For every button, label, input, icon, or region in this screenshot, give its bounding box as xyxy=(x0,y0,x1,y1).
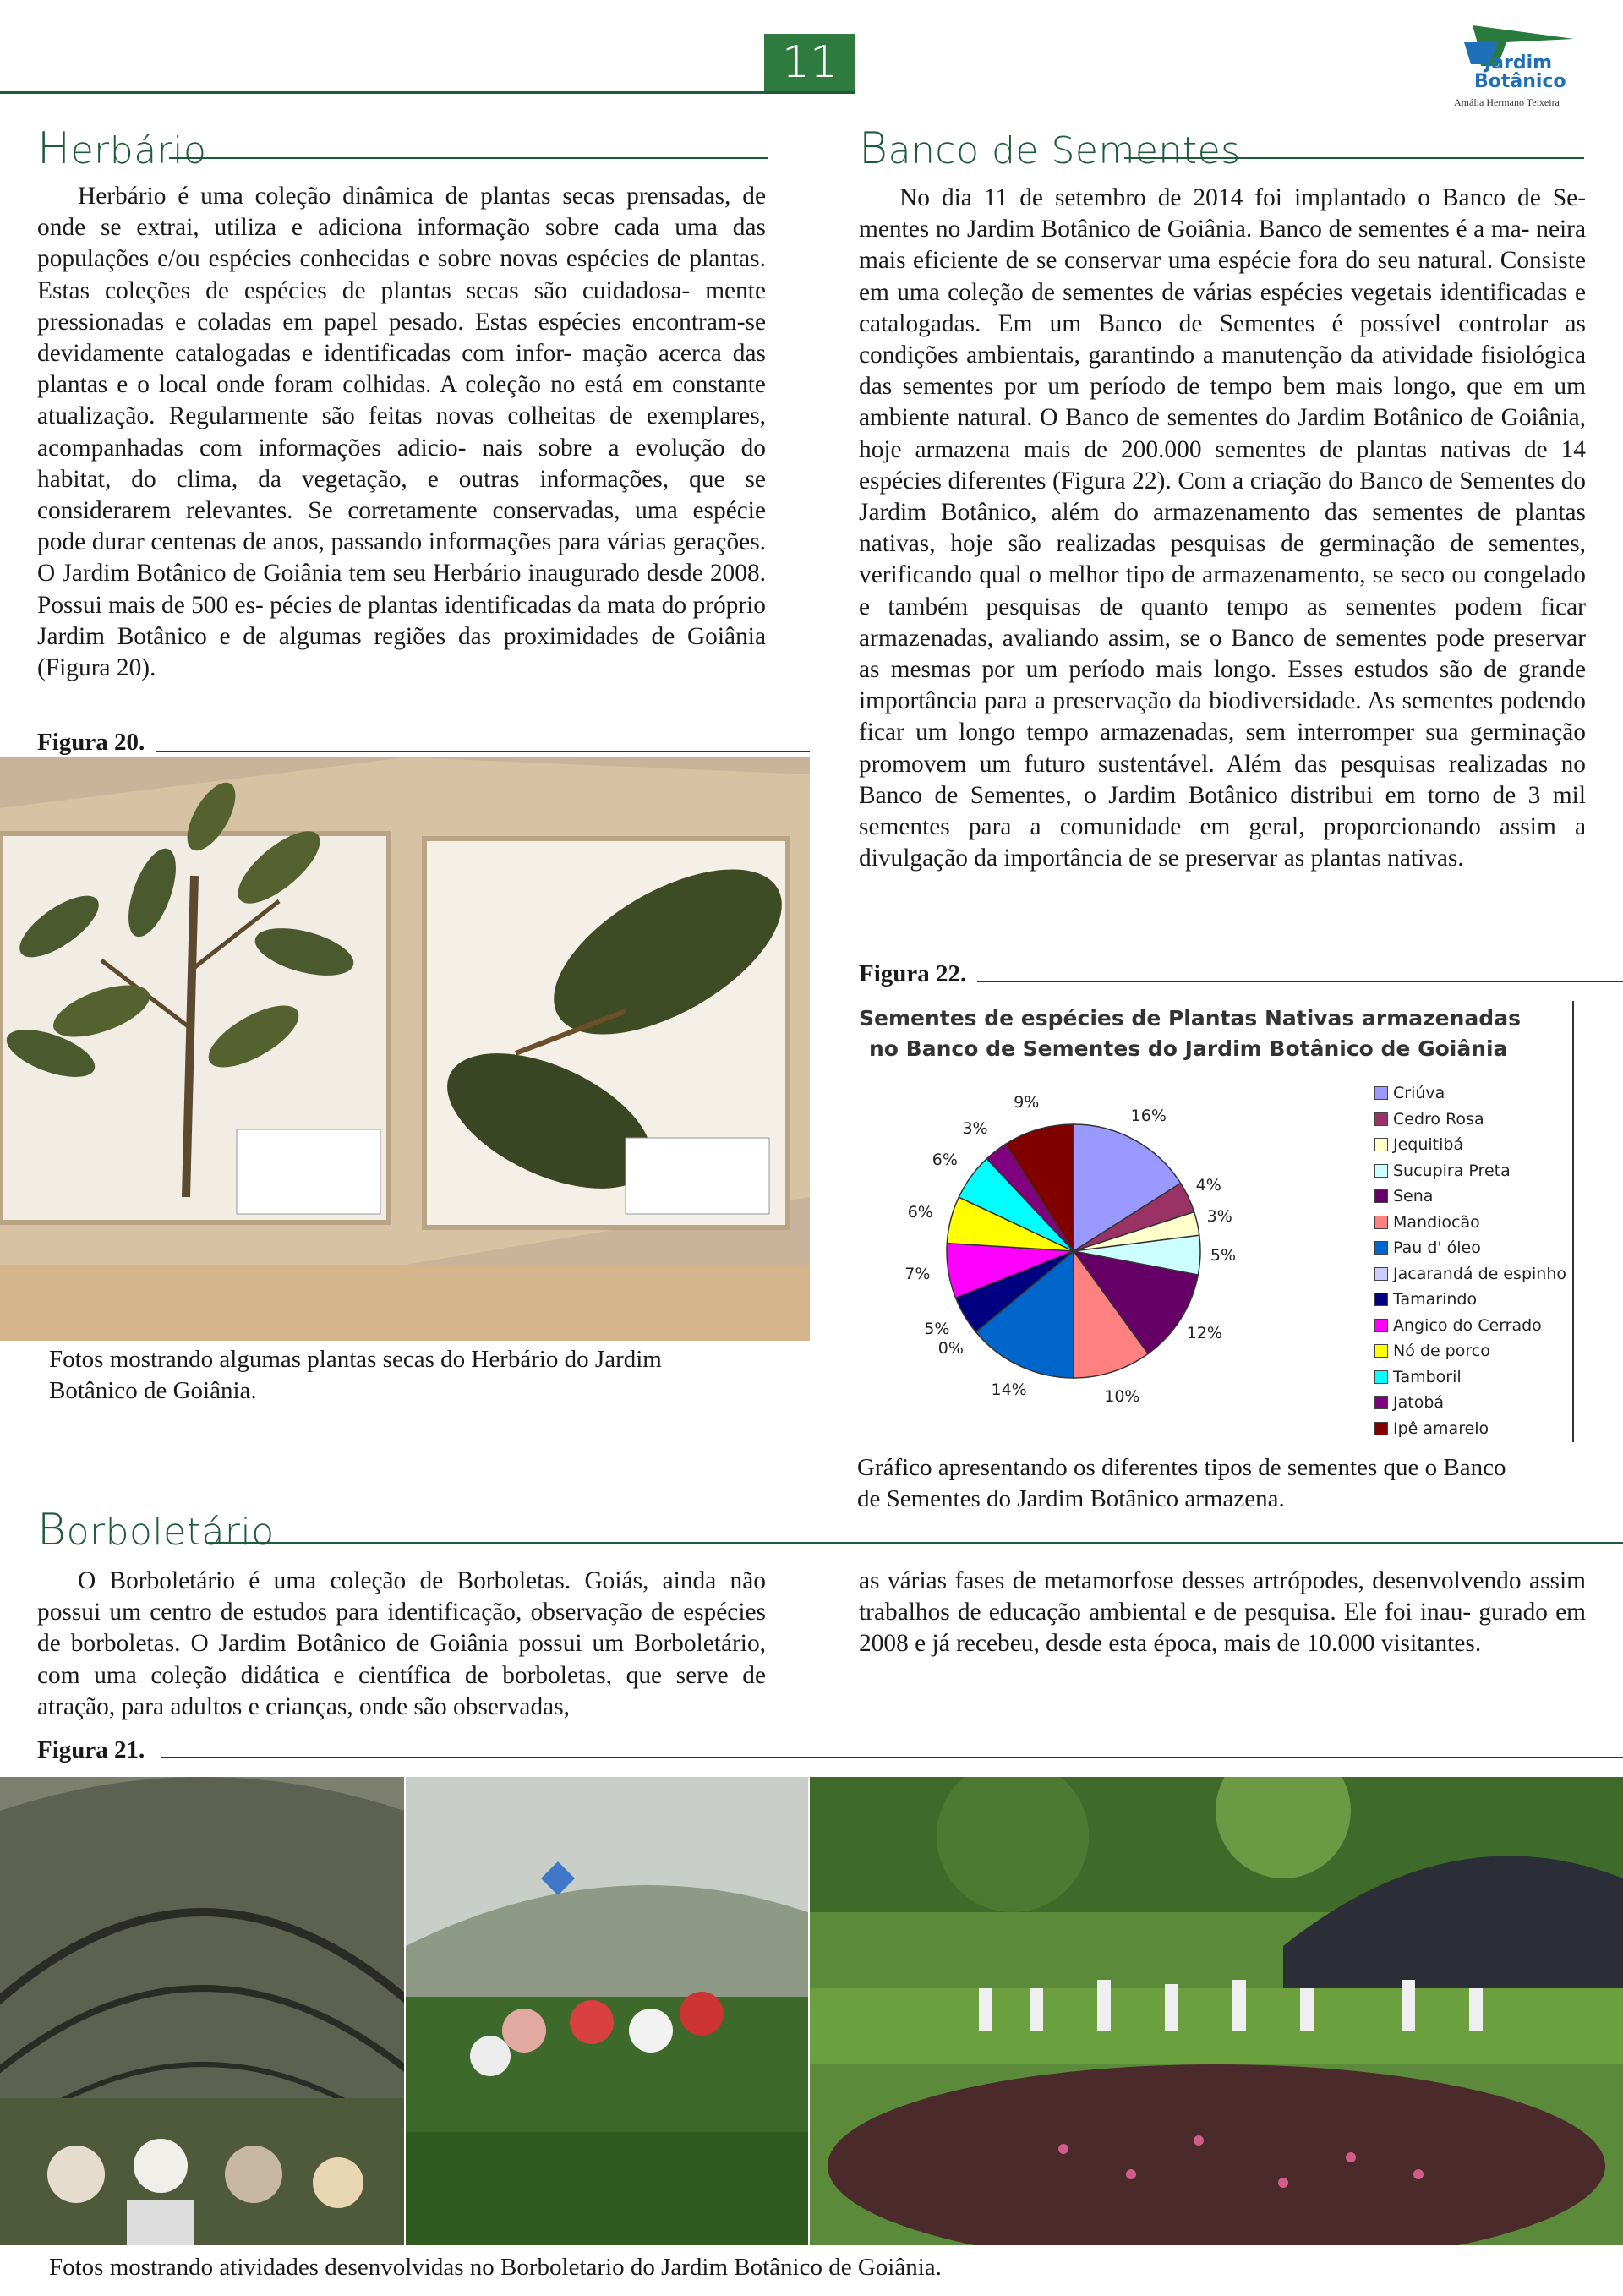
legend-label: Ipê amarelo xyxy=(1393,1419,1489,1438)
legend-label: Jequitibá xyxy=(1393,1135,1464,1154)
legend-swatch xyxy=(1374,1293,1388,1306)
legend-entry xyxy=(1374,1419,1489,1438)
banco-title: Banco de Sementes xyxy=(859,123,1241,174)
herbario-text: Herbário é uma coleção dinâmica de plantas secas prensadas, de onde se extrai, utiliza e adiciona informação sobre cada uma das populações e/ou espécies conhecidas e sobre novas espécies de plantas. Estas coleções de espécies de plantas secas são cuidadosa- mente pressionadas e coladas em papel pesado. Estas espécies encontram-se devidamente catalogadas e identificadas com infor- mação acerca das plantas e o local onde foram colhidas. A coleção no está em constante atualização. Regularmente são feitas novas colheitas de exemplares, acompanhadas com informações adicio- nais sobre a evolução do habitat, do clima, da vegetação, e outras informações, que se considerarem relevantes. Se corretamente conservadas, uma espécie pode durar centenas de anos, passando informações para várias gerações. O Jardim Botânico de Goiânia tem seu Herbário inaugurado desde 2008. Possui mais de 500 es- pécies de plantas identificadas da mata do próprio Jardim Botânico e de algumas regiões das proximidades de Goiânia (Figura 20). xyxy=(37,183,766,682)
header-rule xyxy=(0,91,855,94)
legend-swatch xyxy=(1374,1267,1388,1281)
pie-value-label: 5% xyxy=(1210,1245,1237,1265)
legend-swatch xyxy=(1374,1422,1388,1435)
legend-swatch xyxy=(1374,1344,1388,1358)
figura-21-rule xyxy=(161,1757,1623,1758)
borboletario-title-rule xyxy=(208,1542,1623,1544)
borboletario-caption: Fotos mostrando atividades desenvolvidas no Borboletario do Jardim Botânico de Goiânia. xyxy=(49,2254,942,2281)
logo-line2: Botânico xyxy=(1474,71,1566,92)
pie-value-label: 4% xyxy=(1195,1175,1221,1194)
borboletario-photo-1 xyxy=(0,1777,404,2245)
pie-value-label: 7% xyxy=(904,1265,931,1284)
figura-21-label: Figura 21. xyxy=(37,1736,145,1763)
chart-frame-rule xyxy=(1572,1001,1574,1442)
legend-entry xyxy=(1374,1213,1480,1232)
legend-label: Tamboril xyxy=(1393,1367,1462,1386)
figura-22-rule xyxy=(977,981,1623,982)
legend-entry xyxy=(1374,1368,1462,1386)
legend-entry xyxy=(1374,1316,1542,1335)
legend-entry xyxy=(1374,1084,1445,1102)
legend-entry xyxy=(1374,1187,1433,1205)
legend-label: Jacarandá de espinho xyxy=(1393,1264,1567,1283)
legend-entry xyxy=(1374,1393,1444,1412)
legend-label: Angico do Cerrado xyxy=(1393,1315,1542,1335)
legend-label: Mandiocão xyxy=(1393,1212,1480,1232)
borboletario-photo-3 xyxy=(810,1777,1623,2245)
page-number: 11 xyxy=(764,34,855,91)
banco-title-rule xyxy=(1124,157,1584,159)
logo-subtitle: Amália Hermano Teixeira xyxy=(1454,96,1560,108)
pie-value-label: 14% xyxy=(991,1380,1027,1399)
figura-20-rule xyxy=(156,751,810,752)
legend-label: Pau d' óleo xyxy=(1393,1238,1481,1257)
legend-label: Cedro Rosa xyxy=(1393,1109,1484,1129)
legend-label: Nó de porco xyxy=(1393,1342,1490,1360)
borboletario-text-left: O Borboletário é uma coleção de Borboletas. Goiás, ainda não possui um centro de estudos para identificação, observação de espécies de borboletas. O Jardim Botânico de Goiânia possui um Borboletário, com uma coleção didática e científica de borboletas, que serve de atração, para adultos e crianças, onde são observadas, xyxy=(37,1567,767,1720)
herbario-title: Herbário xyxy=(37,123,207,174)
legend-label: Sucupira Preta xyxy=(1393,1161,1511,1180)
herbario-photo xyxy=(0,757,810,1341)
figura-20-label: Figura 20. xyxy=(37,729,145,756)
borboletario-title: Borboletário xyxy=(37,1505,275,1555)
legend-entry xyxy=(1374,1162,1511,1180)
jardim-botanico-logo xyxy=(1447,24,1591,112)
legend-label: Jatobá xyxy=(1393,1393,1445,1412)
pie-value-label: 9% xyxy=(1014,1093,1040,1112)
borboletario-text-right: as várias fases de metamorfose desses artrópodes, desenvolvendo assim trabalhos de educação ambiental e de pesquisa. Ele foi inau- gurado em 2008 e já recebeu, desde esta época, mais de 10.000 visitantes. xyxy=(859,1567,1586,1658)
legend-swatch xyxy=(1374,1086,1388,1100)
herbario-title-rule xyxy=(169,157,768,159)
legend-entry xyxy=(1374,1135,1463,1154)
legend-entry xyxy=(1374,1342,1490,1360)
banco-text: No dia 11 de setembro de 2014 foi implantado o Banco de Se- mentes no Jardim Botânico de Goiânia. Banco de sementes é a ma- neira mais eficiente de se conservar uma espécie fora do seu natural. Consiste em uma coleção de sementes de várias espécies vegetais identificadas e catalogadas. Em um Banco de Sementes é possível controlar as condições ambientais, garantindo a manutenção da atividade fisiológica das sementes por um período de tempo bem mais longo, que em um ambiente natural. O Banco de sementes do Jardim Botânico de Goiânia, hoje armazena mais de 200.000 sementes de plantas nativas de 14 espécies diferentes (Figura 22). Com a criação do Banco de Sementes do Jardim Botânico, além do armazenamento das sementes de plantas nativas, hoje são realizadas pesquisas de germinação de sementes, verificando qual o melhor tipo de armazenamento, se seco ou congelado e também pesquisas de quanto tempo as sementes podem ficar armazenadas, avaliando assim, se o Banco de sementes pode preservar as mesmas por um período mais longo. Esses estudos são de grande importância para a preservação da biodiversidade. As sementes podendo ficar um longo tempo armazenadas, sem interromper sua germinação promovem um futuro sustentável. Além das pesquisas realizadas no Banco de Sementes, o Jardim Botânico distribui em torno de 3 mil sementes para a comunidade em geral, proporcionando assim a divulgação da importância de se preservar as plantas nativas. xyxy=(859,184,1586,872)
legend-swatch xyxy=(1374,1164,1388,1178)
figura-22-label: Figura 22. xyxy=(859,960,967,987)
legend-entry xyxy=(1374,1238,1481,1257)
legend-entry xyxy=(1374,1110,1484,1129)
legend-swatch xyxy=(1374,1319,1388,1332)
legend-entry xyxy=(1374,1265,1566,1283)
legend-swatch xyxy=(1374,1370,1388,1384)
legend-swatch xyxy=(1374,1189,1388,1203)
pie-value-label: 0% xyxy=(937,1339,964,1358)
pie-value-label: 10% xyxy=(1104,1387,1140,1407)
pie-value-label: 3% xyxy=(962,1119,988,1139)
pie-value-label: 6% xyxy=(932,1151,958,1170)
pie-value-label: 16% xyxy=(1130,1106,1167,1125)
legend-swatch xyxy=(1374,1112,1388,1126)
pie-value-label: 5% xyxy=(924,1319,950,1338)
legend-label: Criúva xyxy=(1393,1084,1445,1102)
legend-swatch xyxy=(1374,1216,1388,1229)
legend-entry xyxy=(1374,1290,1477,1309)
legend-swatch xyxy=(1374,1241,1388,1255)
legend-label: Tamarindo xyxy=(1393,1290,1478,1309)
legend-swatch xyxy=(1374,1396,1388,1409)
pie-value-label: 3% xyxy=(1206,1207,1232,1227)
banco-caption: Gráfico apresentando os diferentes tipos de sementes que o Banco de Sementes do Jardim Botânico armazena. xyxy=(857,1454,1506,1512)
pie-value-label: 6% xyxy=(907,1202,933,1222)
legend-label: Sena xyxy=(1393,1187,1434,1205)
chart-title-line1: Sementes de espécies de Plantas Nativas armazenadas xyxy=(859,1006,1521,1030)
pie-chart xyxy=(930,1107,1217,1395)
legend-swatch xyxy=(1374,1138,1388,1151)
borboletario-photo-2 xyxy=(406,1777,808,2245)
chart-title-line2: no Banco de Sementes do Jardim Botânico de Goiânia xyxy=(869,1036,1508,1061)
logo-line1: Jardim xyxy=(1484,52,1553,74)
pie-value-label: 12% xyxy=(1186,1323,1222,1342)
herbario-caption: Fotos mostrando algumas plantas secas do Herbário do Jardim Botânico de Goiânia. xyxy=(49,1346,662,1404)
